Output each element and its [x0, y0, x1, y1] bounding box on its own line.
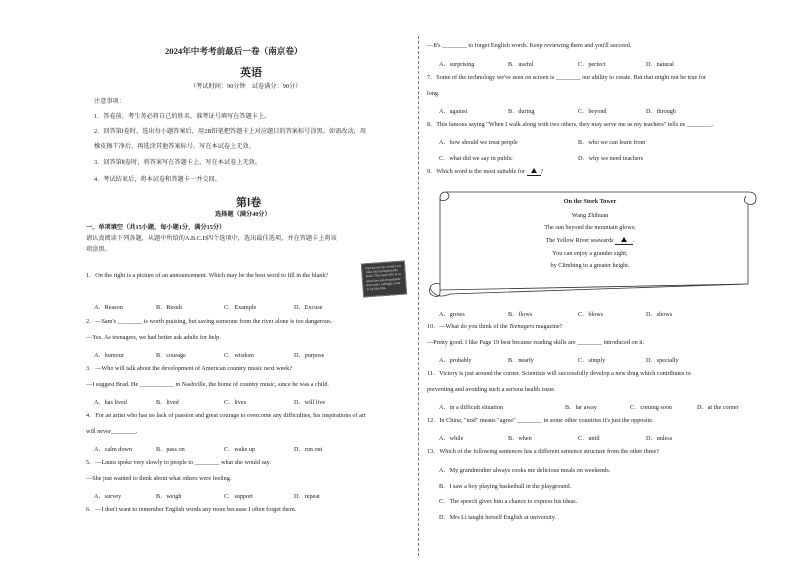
- question-10-text: 10．—What do you think of the: [427, 323, 508, 330]
- poem-author: Wang Zhihuan: [571, 212, 609, 219]
- option-d[interactable]: D．run out: [294, 446, 323, 453]
- option-d[interactable]: D．will live: [294, 399, 326, 406]
- option-b[interactable]: B．lived: [156, 399, 179, 406]
- option-d[interactable]: D．repeat: [294, 493, 320, 500]
- instructions-line: 请认真阅读下列各题，从题中所给的A.B.C.D四个选项中，选出最佳选项，并在答题卡上将该: [86, 235, 337, 242]
- question-10-tail: magazine?: [535, 323, 563, 330]
- notice-item: 1．答卷前，考生务必将自己的姓名、准考证号填写在答题卡上。: [94, 113, 271, 120]
- option-a[interactable]: A．My grandmother always cooks me delicious meals on weekends.: [439, 467, 611, 474]
- option-b[interactable]: B．useful: [508, 61, 534, 68]
- option-c[interactable]: C．wake up: [224, 446, 256, 453]
- subject-title: 英语: [240, 67, 262, 79]
- blank-marker: [615, 237, 633, 245]
- option-a[interactable]: A．surprising: [439, 61, 475, 68]
- option-d[interactable]: D．natural: [646, 61, 674, 68]
- column-divider: [418, 36, 419, 556]
- option-c[interactable]: C．until: [578, 435, 600, 442]
- poem-line-blank: The Yellow River seawards .: [545, 237, 635, 244]
- option-c[interactable]: C．simply: [578, 357, 606, 364]
- option-c[interactable]: C．beyond: [578, 108, 607, 115]
- option-a[interactable]: A．how should we treat people: [439, 139, 518, 146]
- question-12: 12．In China, "nod" means "agree" ________ in some other countries it's just the opposite.: [427, 417, 654, 424]
- question-9-text: 9．Which word is the most suitable for: [427, 168, 525, 175]
- option-a[interactable]: A．calm down: [94, 446, 132, 453]
- triangle-icon: [621, 237, 627, 242]
- option-a[interactable]: A．against: [439, 108, 468, 115]
- poem-line: by Climbing to a greater height.: [550, 262, 630, 269]
- option-a[interactable]: A．grows: [439, 311, 465, 318]
- option-a[interactable]: A．in a difficult situation: [439, 404, 503, 411]
- magazine-name: Teenagers: [509, 323, 535, 330]
- part-title: 第Ⅰ卷: [236, 197, 262, 209]
- question-11: 11．Victory is just around the corner. Scientists will successfully develop a new drug which contributes to: [427, 370, 691, 377]
- option-c[interactable]: C．blows: [578, 311, 604, 318]
- question-7: 7．Some of the technology we've seen on screen is ________ our ability to create. But that might not be true for: [427, 74, 706, 81]
- question-5-reply: —She just wanted to think about what others were feeling.: [86, 475, 232, 482]
- option-b[interactable]: B．courage: [156, 352, 186, 359]
- option-a[interactable]: A．while: [439, 435, 464, 442]
- option-d[interactable]: D．Excuse: [294, 304, 323, 311]
- question-7-cont: long.: [427, 90, 440, 97]
- question-heading: 一、单项填空（共15小题，每小题1分，满分15分）: [86, 224, 226, 231]
- option-b[interactable]: B．when: [508, 435, 532, 442]
- poem-line: You can enjoy a grander sight;: [552, 250, 628, 257]
- option-b[interactable]: B．during: [508, 108, 535, 115]
- question-10: [427, 324, 562, 330]
- question-3-reply: —I suggest Brad. He ___________ in Nashville, the home of country music, since he was a child.: [86, 381, 329, 388]
- option-b[interactable]: B．who we can learn from: [578, 139, 646, 146]
- exam-title: 2024年中考考前最后一卷（南京卷）: [165, 46, 303, 56]
- notice-heading: 注意事项：: [94, 98, 125, 105]
- option-d[interactable]: D．purpose: [294, 352, 325, 359]
- option-d[interactable]: D．at the corner: [697, 404, 739, 411]
- option-b[interactable]: B．Result: [156, 304, 183, 311]
- question-4: 4．For an artist who has no lack of passion and great courage to overcome any difficulties, his inspirations of art: [86, 412, 366, 419]
- question-13: 13．Which of the following sentences has a different sentence structure from the other three?: [427, 448, 660, 455]
- question-9: 9．Which word is the most suitable for ?: [427, 168, 544, 175]
- option-b[interactable]: B．pass on: [156, 446, 185, 453]
- poem-title: On the Stork Tower: [563, 198, 617, 205]
- option-a[interactable]: A．Reason: [94, 304, 123, 311]
- question-4-cont: will never________.: [86, 428, 138, 435]
- option-a[interactable]: A．has lived: [94, 399, 127, 406]
- option-d[interactable]: D．through: [646, 108, 676, 115]
- question-11-cont: preventing and avoiding such a serious health issue.: [427, 386, 556, 393]
- notice-item: 橡皮擦干净后，再选涂其他答案标号。写在本试卷上无效。: [94, 143, 255, 150]
- announcement-image: [361, 261, 407, 298]
- option-d[interactable]: D．Mrs Li taught herself English at university.: [439, 514, 556, 521]
- announcement-text: Had known he would love Julie, that indispensable band. This man's life is so attractive and remarkable that many willingly want to be like him.: [365, 263, 402, 292]
- option-c[interactable]: C．lives: [224, 399, 247, 406]
- notice-item: 4．考试结束后，将本试卷和答题卡一并交回。: [94, 176, 221, 183]
- notice-item: 2．回答第Ⅰ卷时，选出每小题答案后，用2B铅笔把答题卡上对应题目的答案标号涂黑。如需改动，用: [94, 128, 367, 135]
- question-8: 8．This famous saying "When I walk along with two others, they may serve me as my teachers" tells us ________.: [427, 121, 714, 128]
- option-a[interactable]: A．probably: [439, 357, 472, 364]
- option-a[interactable]: A．humour: [94, 352, 124, 359]
- option-c[interactable]: C．what did we say in public: [439, 155, 513, 162]
- question-2-reply: —Yes. As teenagers, we had better ask adults for help.: [86, 334, 221, 341]
- question-3: 3．—Who will talk about the development of American country music next week?: [86, 365, 293, 372]
- notice-item: 3．回答第Ⅱ卷时，将答案写在答题卡上，写在本试卷上无效。: [94, 159, 262, 166]
- option-d[interactable]: D．why we need teachers: [578, 155, 644, 162]
- option-c[interactable]: C．The speech gives him a chance to express his ideas.: [439, 498, 578, 505]
- option-d[interactable]: D．specially: [646, 357, 679, 364]
- instructions-line: 项涂黑。: [86, 246, 111, 253]
- question-6: 6．—I don't want to remember English words any more because I often forget them.: [86, 506, 297, 513]
- triangle-icon: [531, 168, 537, 173]
- option-d[interactable]: D．shows: [646, 311, 673, 318]
- option-c[interactable]: C．Example: [224, 304, 257, 311]
- question-5: 5．—Laura spoke very slowly to people to ________ what she would say.: [86, 459, 271, 466]
- poem-line: The sun beyond the mountain glows;: [544, 224, 636, 231]
- option-b[interactable]: B．weigh: [156, 493, 182, 500]
- option-d[interactable]: D．unless: [646, 435, 673, 442]
- option-b[interactable]: B．nearly: [508, 357, 534, 364]
- option-c[interactable]: C．wisdom: [224, 352, 254, 359]
- exam-info: （考试时间：90分钟 试卷满分：90分）: [190, 83, 302, 90]
- option-b[interactable]: B．flows: [508, 311, 533, 318]
- option-c[interactable]: C．coming soon: [630, 404, 673, 411]
- option-c[interactable]: C．support: [224, 493, 253, 500]
- question-6-reply: —It's ________ to forget English words. Keep reviewing them and you'll succeed.: [427, 42, 632, 49]
- section-title: 选择题（满分40分）: [215, 211, 271, 218]
- question-10-reply: —Pretty good. I like Page 19 best because reading skills are ________ introduced on it.: [427, 339, 645, 346]
- blank-marker: [527, 168, 541, 176]
- poem-line: The Yellow River seawards: [545, 237, 614, 244]
- question-2: 2．—Sam's ________ is worth praising, but saving someone from the river alone is too dangerous.: [86, 318, 333, 325]
- option-a[interactable]: A．survey: [94, 493, 122, 500]
- option-b[interactable]: B．I saw a boy playing basketball in the playground.: [439, 483, 572, 490]
- option-c[interactable]: C．perfect: [578, 61, 606, 68]
- question-1: 1．On the right is a picture of an announcement. Which may be the best word to fill in the blank?: [86, 272, 329, 279]
- option-b[interactable]: B．far away: [565, 404, 597, 411]
